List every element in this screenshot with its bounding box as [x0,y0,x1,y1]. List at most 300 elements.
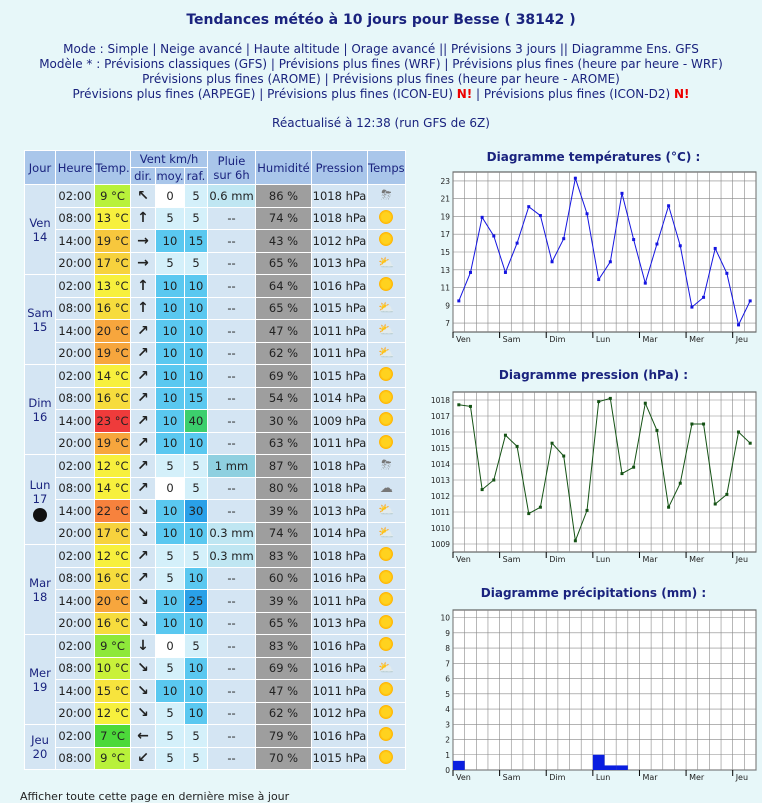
table-row [25,725,405,747]
rain-cell: -- [208,320,255,342]
x-tick-label: Dim [549,555,566,564]
data-point [620,472,623,475]
data-point [714,247,717,250]
wind-gust-cell: 10 [185,568,207,590]
weather-cell [368,410,405,432]
rain-cell: -- [208,613,255,635]
day-cell [25,725,55,769]
day-name: Ven [29,215,51,230]
data-point [737,431,740,434]
temp-cell: 17 °C [95,523,130,545]
wind-dir-cell: ↑ [131,275,155,297]
pressure-cell: 1011 hPa [312,680,367,702]
col-wx: Temps [368,151,405,184]
storm-icon: ☁ [379,480,393,496]
rain-cell: -- [208,253,255,275]
data-point [749,442,752,445]
model-icon-eu-link[interactable]: Prévisions plus fines (ICON-EU) [267,87,453,101]
pressure-cell: 1013 hPa [312,500,367,522]
col-day: Jour [25,151,55,184]
wind-avg-cell: 5 [156,455,184,477]
data-point [574,177,577,180]
temp-cell: 17 °C [95,253,130,275]
x-tick-label: Jeu [735,335,749,344]
model-label: Modèle * : [39,57,101,71]
wind-dir-cell: ↘ [131,500,155,522]
wind-avg-cell: 5 [156,703,184,725]
temp-cell: 12 °C [95,455,130,477]
humidity-cell: 62 % [256,703,311,725]
new-badge: N! [456,87,473,101]
new-moon-icon [33,508,47,522]
table-row [25,523,405,545]
sun-icon [379,705,393,719]
pressure-cell: 1016 hPa [312,635,367,657]
y-tick-label: 2 [445,735,450,745]
wind-gust-cell: 40 [185,410,207,432]
wind-dir-cell: ↗ [131,545,155,567]
model-wrf-link[interactable]: Prévisions plus fines (WRF) [278,57,441,71]
wind-avg-cell: 5 [156,253,184,275]
sun-icon [379,637,393,651]
time-cell: 02:00 [56,545,94,567]
wind-dir-cell: → [131,253,155,275]
pressure-chart-title: Diagramme pression (hPa) : [498,368,689,382]
data-point [457,299,460,302]
table-row [25,545,405,567]
day-name: Jeu [31,733,49,747]
table-row [25,298,405,320]
pressure-cell: 1011 hPa [312,433,367,455]
wind-avg-cell: 10 [156,343,184,365]
rain-cell: -- [208,568,255,590]
time-cell: 14:00 [56,230,94,252]
wind-gust-cell: 5 [185,748,207,770]
table-row [25,658,405,680]
pressure-cell: 1013 hPa [312,613,367,635]
table-row [25,343,405,365]
data-point [644,402,647,405]
humidity-cell: 65 % [256,298,311,320]
y-tick-label: 23 [440,176,450,186]
humidity-cell: 87 % [256,455,311,477]
time-cell: 02:00 [56,185,94,207]
prev-3-jours-link[interactable]: Prévisions 3 jours [451,42,557,56]
temp-cell: 19 °C [95,230,130,252]
data-point [551,260,554,263]
data-point [609,260,612,263]
data-point [667,204,670,207]
time-cell: 08:00 [56,658,94,680]
time-cell: 14:00 [56,680,94,702]
day-num: 17 [32,491,48,506]
wind-dir-cell: ↘ [131,523,155,545]
table-row [25,635,405,657]
x-tick-label: Dim [549,335,566,344]
rain-cell: -- [208,680,255,702]
rain-cell: 0.3 mm [208,523,255,545]
x-tick-label: Jeu [735,773,749,782]
refresh-info: Réactualisé à 12:38 (run GFS de 6Z) [272,116,490,130]
x-tick-label: Ven [456,335,471,344]
data-point [527,205,530,208]
y-tick-label: 13 [440,265,450,275]
day-cell [25,635,55,724]
y-tick-label: 1017 [430,412,450,421]
humidity-cell: 62 % [256,343,311,365]
cloud-sun-icon: ⛅ [378,300,395,316]
data-point [516,445,519,448]
time-cell: 08:00 [56,748,94,770]
sun-icon [379,750,393,764]
wind-avg-cell: 0 [156,478,184,500]
temp-cell: 16 °C [95,568,130,590]
page-title: Tendances météo à 10 jours pour Besse ( 38142 ) [186,12,576,28]
humidity-cell: 80 % [256,478,311,500]
sun-icon [379,390,393,404]
sun-icon [379,570,393,584]
data-point [655,429,658,432]
wind-gust-cell: 15 [185,388,207,410]
y-tick-label: 4 [445,705,450,715]
wind-gust-cell: 5 [185,208,207,230]
data-point [737,323,740,326]
weather-cell [368,500,405,522]
weather-cell [368,658,405,680]
time-cell: 02:00 [56,365,94,387]
pressure-cell: 1016 hPa [312,568,367,590]
model-gfs-link[interactable]: Prévisions classiques (GFS) [104,57,268,71]
pressure-cell: 1011 hPa [312,343,367,365]
data-point [481,216,484,219]
data-point [749,299,752,302]
wind-dir-cell: ↗ [131,388,155,410]
pressure-cell: 1011 hPa [312,320,367,342]
cloud-sun-icon: ⛅ [378,345,395,361]
sun-icon [379,412,393,426]
y-tick-label: 1016 [430,428,450,437]
mode-simple-link[interactable]: Simple [107,42,149,56]
data-point [644,282,647,285]
x-tick-label: Ven [456,555,471,564]
x-tick-label: Mer [689,335,705,344]
storm-sun-icon: ⛈ [381,458,392,474]
wind-dir-cell: → [131,230,155,252]
rain-cell: -- [208,343,255,365]
temp-cell: 9 °C [95,748,130,770]
time-cell: 02:00 [56,455,94,477]
col-moy: moy. [156,169,184,183]
temp-cell: 20 °C [95,320,130,342]
data-point [574,539,577,542]
pressure-cell: 1011 hPa [312,590,367,612]
col-rain [208,151,255,184]
data-point [725,493,728,496]
model-arome-hourly-link[interactable]: Prévisions plus fines (heure par heure - AROME) [332,72,620,86]
day-num: 14 [32,229,48,244]
temp-cell: 15 °C [95,680,130,702]
time-cell: 14:00 [56,410,94,432]
wind-dir-cell: ↓ [131,635,155,657]
humidity-cell: 65 % [256,253,311,275]
weather-cell [368,298,405,320]
table-row [25,613,405,635]
mode-label: Mode : [63,42,104,56]
pressure-cell: 1015 hPa [312,748,367,770]
time-cell: 20:00 [56,613,94,635]
day-name: Sam [27,305,53,320]
sun-icon [379,592,393,606]
pressure-cell: 1015 hPa [312,365,367,387]
y-tick-label: 1014 [430,460,450,469]
x-tick-label: Sam [502,555,521,564]
pressure-cell: 1018 hPa [312,545,367,567]
data-point [539,214,542,217]
y-tick-label: 17 [440,230,450,240]
table-row [25,185,405,207]
rain-cell: -- [208,208,255,230]
wind-dir-cell: ↗ [131,478,155,500]
data-point [469,271,472,274]
time-cell: 08:00 [56,478,94,500]
table-row [25,748,405,770]
mode-orage-link[interactable]: Orage avancé [351,42,436,56]
humidity-cell: 65 % [256,613,311,635]
rain-cell: -- [208,500,255,522]
wind-gust-cell: 10 [185,523,207,545]
mode-neige-link[interactable]: Neige avancé [160,42,243,56]
model-line-3: Prévisions plus fines (ARPEGE) | Prévisions plus fines (ICON-EU) N! | Prévisions plus fines (ICON-D2) N! [72,87,690,101]
weather-cell [368,455,405,477]
data-point [597,278,600,281]
cloud-sun-icon: ⛅ [378,503,395,519]
time-cell: 20:00 [56,343,94,365]
data-point [457,403,460,406]
temp-cell: 9 °C [95,185,130,207]
time-cell: 14:00 [56,590,94,612]
time-cell: 08:00 [56,298,94,320]
model-icon-d2-link[interactable]: Prévisions plus fines (ICON-D2) [483,87,671,101]
wind-dir-cell: ↘ [131,703,155,725]
data-point [679,244,682,247]
pressure-cell: 1015 hPa [312,298,367,320]
data-point [586,509,589,512]
y-tick-label: 21 [440,194,450,204]
y-tick-label: 1011 [430,508,450,517]
rain-cell: -- [208,635,255,657]
wind-dir-cell: ↖ [131,185,155,207]
y-tick-label: 6 [445,674,450,684]
wind-gust-cell: 5 [185,185,207,207]
x-tick-label: Jeu [735,555,749,564]
data-point [562,455,565,458]
wind-avg-cell: 10 [156,365,184,387]
bar [453,761,465,770]
x-tick-label: Mer [689,773,705,782]
day-name: Lun [29,477,51,492]
data-point [481,488,484,491]
x-tick-label: Ven [456,773,471,782]
y-tick-label: 3 [445,720,450,730]
rain-cell: -- [208,410,255,432]
table-row [25,365,405,387]
rain-cell: -- [208,478,255,500]
time-cell: 20:00 [56,523,94,545]
humidity-cell: 74 % [256,523,311,545]
y-tick-label: 9 [445,628,450,638]
wind-gust-cell: 25 [185,590,207,612]
bar [616,765,628,770]
data-point [492,235,495,238]
x-tick-label: Lun [595,335,611,344]
rain-cell: -- [208,230,255,252]
humidity-cell: 79 % [256,725,311,747]
temp-cell: 9 °C [95,635,130,657]
rain-cell: 0.6 mm [208,185,255,207]
model-line-1: Modèle * : Prévisions classiques (GFS) | Prévisions plus fines (WRF) | Prévisions plus fines (heure par heure - WRF) [39,57,723,71]
pressure-chart-svg [425,365,762,565]
temp-cell: 22 °C [95,500,130,522]
wind-dir-cell: ↑ [131,208,155,230]
y-tick-label: 1012 [430,492,450,501]
mode-line: Mode : Simple | Neige avancé | Haute altitude | Orage avancé || Prévisions 3 jours || Diagramme Ens. GFS [63,42,699,56]
weather-cell [368,635,405,657]
wind-dir-cell: ↗ [131,433,155,455]
humidity-cell: 60 % [256,568,311,590]
humidity-cell: 83 % [256,635,311,657]
y-tick-label: 10 [440,613,450,623]
col-rain-l2: sur 6h [213,167,250,182]
mode-altitude-link[interactable]: Haute altitude [253,42,340,56]
day-cell [25,185,55,274]
diagramme-ens-link[interactable]: Diagramme Ens. GFS [571,42,699,56]
model-wrf-hourly-link[interactable]: Prévisions plus fines (heure par heure - WRF) [452,57,723,71]
model-arome-link[interactable]: Prévisions plus fines (AROME) [142,72,321,86]
temperature-chart [425,145,762,345]
temperature-chart-svg [425,145,762,345]
data-point [632,238,635,241]
model-arpege-link[interactable]: Prévisions plus fines (ARPEGE) [72,87,256,101]
pressure-cell: 1012 hPa [312,230,367,252]
data-point [702,423,705,426]
y-tick-label: 8 [445,644,450,654]
data-point [655,243,658,246]
x-tick-label: Mar [642,773,658,782]
humidity-cell: 39 % [256,500,311,522]
pressure-cell: 1016 hPa [312,725,367,747]
sun-icon [379,367,393,381]
table-row [25,500,405,522]
time-cell: 20:00 [56,253,94,275]
weather-cell [368,590,405,612]
table-row [25,433,405,455]
time-cell: 02:00 [56,725,94,747]
wind-avg-cell: 5 [156,208,184,230]
sun-icon [379,277,393,291]
weather-cell [368,613,405,635]
temp-cell: 16 °C [95,388,130,410]
wind-avg-cell: 10 [156,500,184,522]
pressure-cell: 1018 hPa [312,478,367,500]
col-raf: raf. [186,169,206,183]
wind-gust-cell: 5 [185,455,207,477]
model-line-2: Prévisions plus fines (AROME) | Prévisions plus fines (heure par heure - AROME) [142,72,620,86]
table-row [25,568,405,590]
wind-dir-cell: ↗ [131,365,155,387]
wind-gust-cell: 5 [185,478,207,500]
wind-avg-cell: 5 [156,545,184,567]
wind-avg-cell: 10 [156,410,184,432]
humidity-cell: 30 % [256,410,311,432]
day-num: 15 [32,319,48,334]
temp-cell: 16 °C [95,298,130,320]
wind-avg-cell: 0 [156,185,184,207]
time-cell: 14:00 [56,320,94,342]
humidity-cell: 47 % [256,680,311,702]
data-point [690,423,693,426]
rain-cell: -- [208,703,255,725]
rain-cell: 1 mm [208,455,255,477]
rain-cell: -- [208,748,255,770]
y-tick-label: 5 [445,689,450,699]
rain-cell: -- [208,298,255,320]
rain-cell: -- [208,590,255,612]
wind-gust-cell: 10 [185,433,207,455]
col-rain-l1: Pluie [217,153,246,168]
table-row [25,275,405,297]
wind-gust-cell: 10 [185,703,207,725]
wind-gust-cell: 5 [185,253,207,275]
time-cell: 08:00 [56,568,94,590]
data-point [609,397,612,400]
y-tick-label: 1010 [430,524,450,533]
table-row [25,703,405,725]
y-tick-label: 11 [440,283,450,293]
time-cell: 08:00 [56,208,94,230]
data-point [725,272,728,275]
weather-cell [368,320,405,342]
wind-gust-cell: 10 [185,320,207,342]
bar [593,755,605,770]
table-row [25,208,405,230]
weather-cell [368,433,405,455]
wind-dir-cell: ↗ [131,568,155,590]
wind-dir-cell: ↑ [131,298,155,320]
x-tick-label: Mer [689,555,705,564]
day-num: 16 [32,409,48,424]
sun-icon [379,682,393,696]
x-tick-label: Mar [642,335,658,344]
precip-chart [425,583,762,783]
wind-gust-cell: 10 [185,365,207,387]
humidity-cell: 70 % [256,748,311,770]
table-row [25,478,405,500]
col-dir: dir. [131,168,155,184]
pressure-cell: 1014 hPa [312,388,367,410]
day-cell [25,455,55,544]
sun-icon [379,232,393,246]
wind-avg-cell: 10 [156,298,184,320]
weather-cell [368,230,405,252]
table-row [25,320,405,342]
data-point [667,506,670,509]
day-name: Mar [29,575,51,590]
day-cell [25,365,55,454]
day-cell [25,545,55,634]
table-row [25,230,405,252]
data-point [516,242,519,245]
footer-text: Afficher toute cette page en dernière mise à jour [20,790,290,803]
